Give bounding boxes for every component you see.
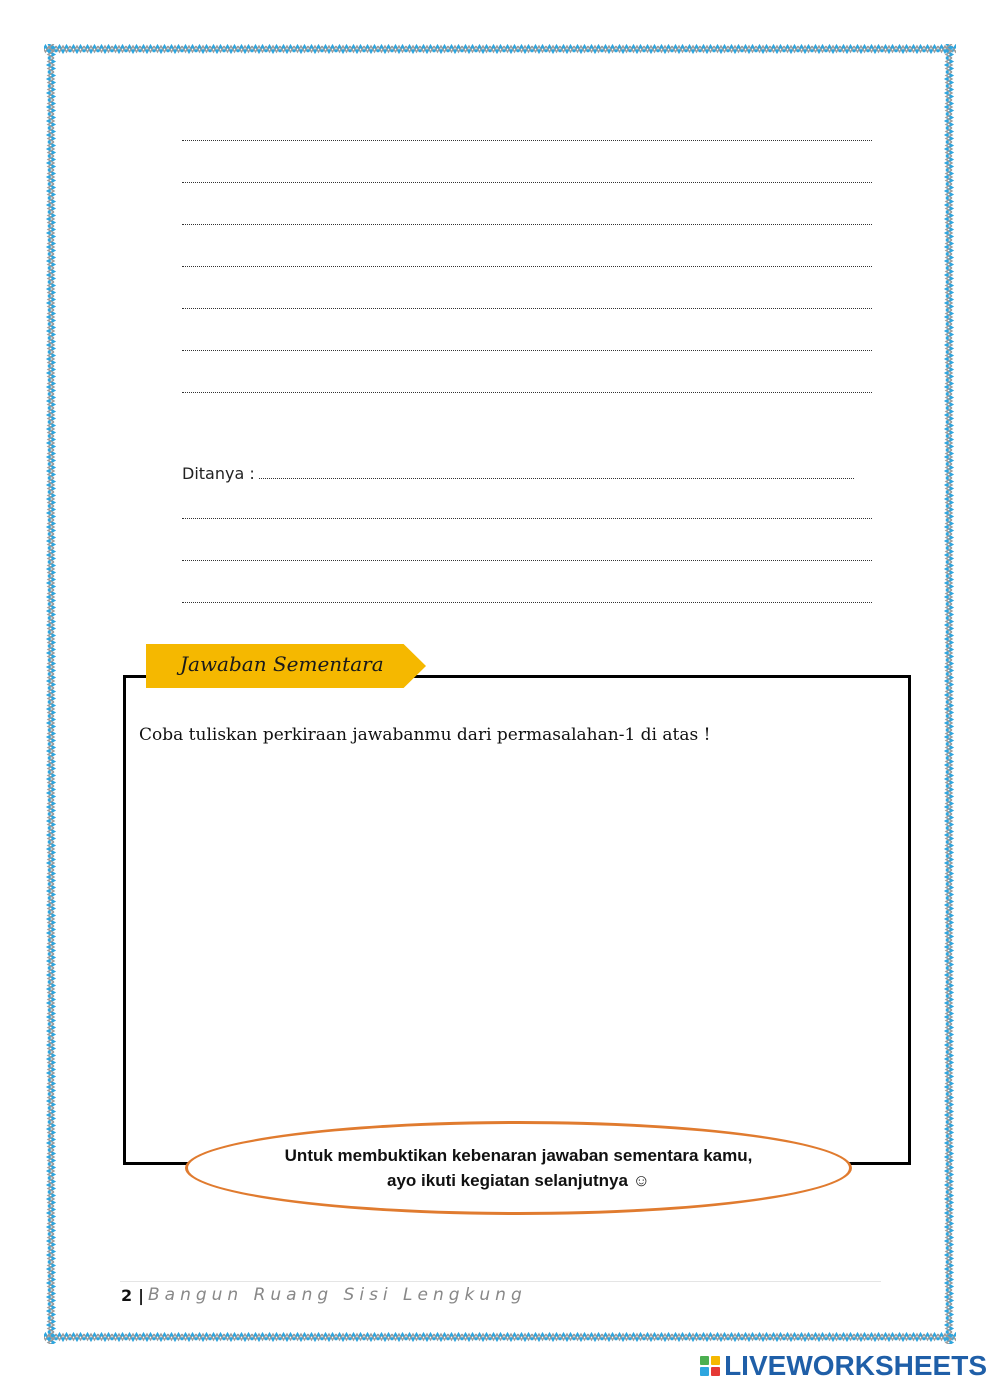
answer-line[interactable] [182,266,872,267]
liveworksheets-logo-icon [700,1356,720,1376]
brand-text: LIVEWORKSHEETS [724,1350,987,1381]
answer-line[interactable] [182,350,872,351]
footer-separator: | [138,1285,144,1305]
answer-line[interactable] [182,140,872,141]
answer-line[interactable] [182,308,872,309]
answer-box[interactable] [123,675,911,1165]
page-footer [121,1285,527,1305]
page-number: 2 [121,1285,133,1305]
asked-line[interactable] [182,602,872,603]
asked-line[interactable] [182,518,872,519]
answer-line[interactable] [182,182,872,183]
asked-line[interactable] [182,560,872,561]
answer-line[interactable] [182,224,872,225]
callout-line-1: Untuk membuktikan kebenaran jawaban sementara kamu, [284,1146,753,1165]
callout-oval [185,1121,852,1215]
ditanya-input-line[interactable] [259,478,854,479]
ditanya-label: Ditanya : [182,464,255,483]
ditanya-row [182,464,854,483]
section-tab-title: Jawaban Sementara [180,652,384,676]
footer-title: Bangun Ruang Sisi Lengkung [147,1285,527,1305]
answer-line[interactable] [182,392,872,393]
section-prompt: Coba tuliskan perkiraan jawabanmu dari permasalahan-1 di atas ! [139,725,711,745]
callout-line-2: ayo ikuti kegiatan selanjutnya ☺ [387,1171,650,1190]
footer-divider [120,1281,881,1282]
liveworksheets-brand [700,1350,987,1382]
